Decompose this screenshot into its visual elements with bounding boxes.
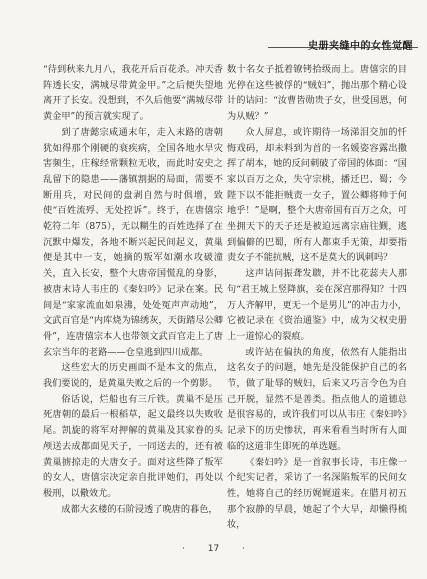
paragraph: 这些宏大的历史画面不是本文的焦点，我们要说的，是黄巢失败之后的一个剪影。: [43, 362, 223, 390]
section-title: 史册夹缝中的女性觉醒: [308, 41, 413, 52]
paragraph: 众人屏息，或许期待一场涕泪交加的忏悔戏码，却未料到为首的一名媛姿容露出撒挥了胡本，她的反问刺破了帝国的体面：“国家以百万之众，失守宗桃，播迁巴、蜀；今陛下以不能拒贼责一女子，置公卿将帅于何地乎！”是啊，整个大唐帝国有百万之众，可坐拥天下的天子还是被迫远离宗庙往觐，逃到偏僻的巴蜀，所有人都束手无策，却要指责女子不能抗贼，这不是莫大的讽刺吗？: [227, 126, 407, 264]
paragraph: “待到秋来九月八，我花开后百花杀。冲天香阵透长安，满城尽带黄金甲。”之后便失望地离开了长安。没想到，不久后他要“满城尽带黄金甲”的预言就实现了。: [43, 64, 223, 123]
paragraph: 成都大玄楼的石阶浸透了晚唐的暮色，: [61, 503, 218, 515]
paragraph: 《秦妇吟》是一首叙事长诗，韦庄像一个纪实记者，采访了一名深陷叛军的民间女性，她将自己的经历娓娓道来。在腊月初五那个寂静的早晨，她起了个大早，却懒得梳妆，: [227, 456, 407, 531]
paragraph: 到了唐懿宗咸通末年，走入末路的唐朝犹如得那个刚硬的衰疾病，全国各地水旱灾害频生，庄稼经常颗粒无收，而此时安史之乱留下的隐患——藩镇割据的局面，需要不断用兵，对民间的盘剥自然与时俱增，致使“百姓流殍、无处控诉”。终于，在唐僖宗乾符二年（875），无以糊生的百姓选择了在沉默中爆发，各地不断兴起民间起义，黄巢便是其中一支，她摘的叛军如潮水攻破潼关，直入长安，整个大唐帝国慌乱的身影，被唐末诗人韦庄的《秦妇吟》记录在案。民间是“家家流血如泉沸，处处冤声声动地”，文武百官是“内库烧为锦绣灰，天街踏尽公卿骨”，连唐僖宗本人也带领文武百官走上了唐玄宗当年的老路——仓皇逃到四川成都。: [43, 126, 223, 358]
paragraph: 这声诘问振聋发聩，并不比花蕊夫人那句“君王城上竖降旗，妾在深宫那得知？十四万人齐解甲，更无一个是男儿”的冲击力小，它被记录在《资治通鉴》中，成为父权史册上一道惊心的裂痕。: [227, 268, 407, 342]
footer-dot-left: ·: [182, 544, 185, 554]
page-number: 17: [207, 544, 220, 554]
left-column: [43, 62, 223, 517]
footer-dot-right: ·: [242, 544, 245, 554]
paragraph: 俗话说，烂船也有三斤铁。黄巢不是压死唐朝的最后一根稻草，起义最终以失败收尾。凯旋的将军对押解的黄巢及其家眷的头颅送去成都面见天子，一同送去的，还有被黄巢掳掠走的大唐女子。面对这些降了叛军的女人，唐僖宗决定亲自批评她们，再处以极刑，以儆效尤。: [43, 393, 223, 499]
paragraph: 或许站在偏执的角度，依然有人能指出这名女子的问题，她先是没能保护自己的名节，做了耻辱的贼妇，后来又巧言令色为自己开脱，显然不是善类。指点他人的道德总是很容易的，或许我们可以从韦庄《秦妇吟》记录下的历史惨状，再来看看当时所有人面临的这道非生即死的单选题。: [227, 346, 407, 452]
page-footer: [0, 544, 427, 554]
paragraph: 数十名女子抵着镣铐拾级而上。唐僖宗的目光停在这些被俘的“贼妇”，抛出那个精心设计的诘问：“汝曹皆勋贵子女，世受国恩，何为从贼？”: [227, 64, 407, 123]
right-column: [227, 62, 407, 533]
page-header: [0, 0, 427, 56]
